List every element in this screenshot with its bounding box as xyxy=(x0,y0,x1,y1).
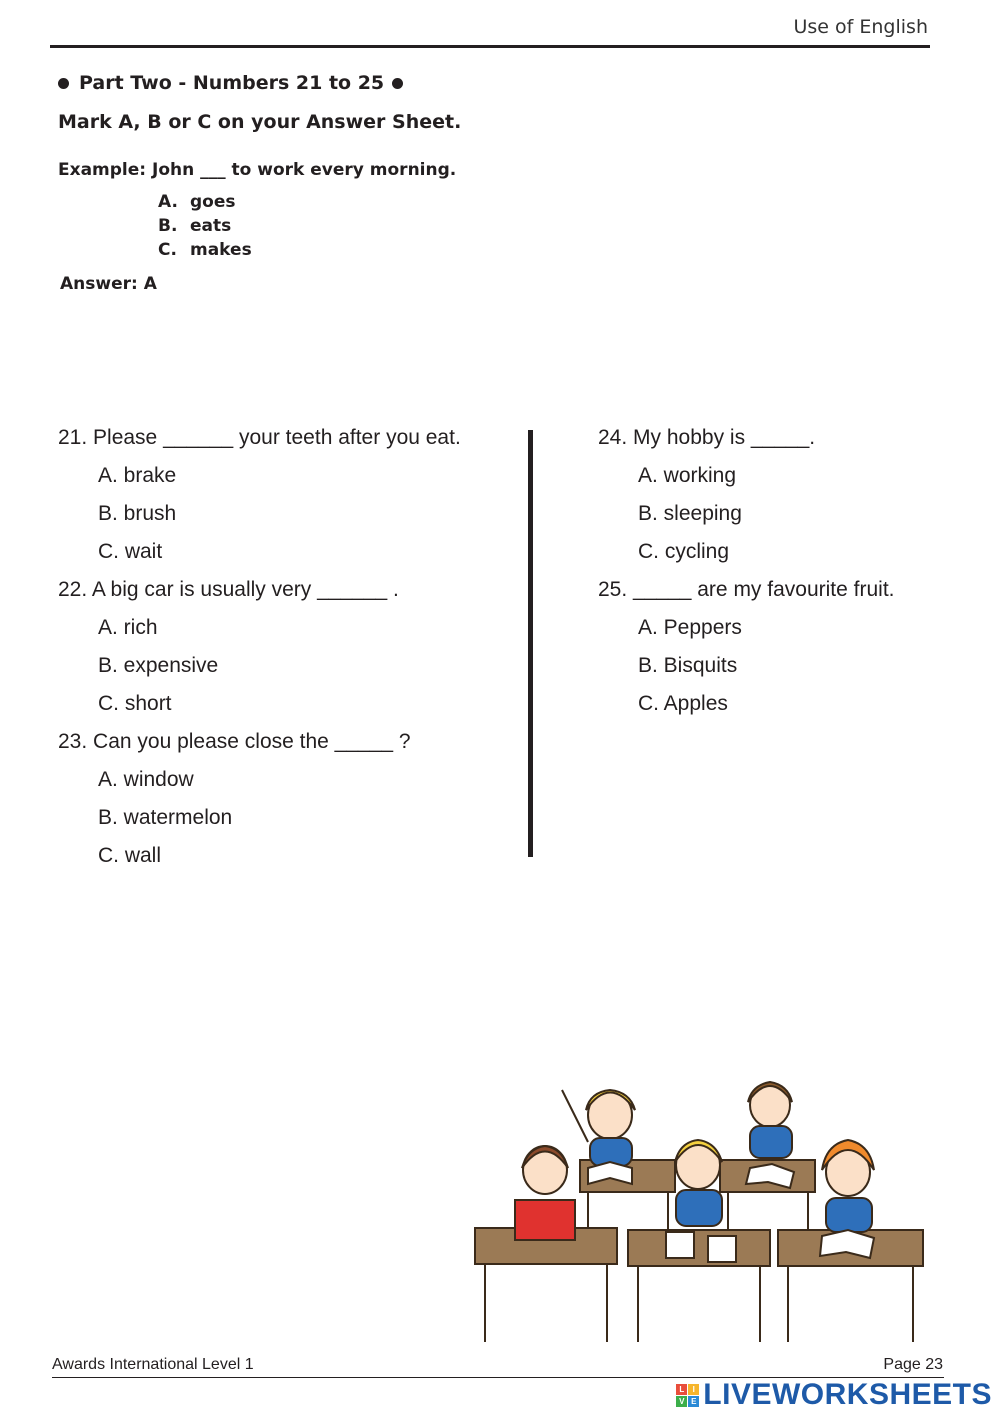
option-25-a[interactable]: A. Peppers xyxy=(638,616,742,639)
brand-text: LIVEWORKSHEETS xyxy=(703,1378,992,1411)
option-23-b[interactable]: B. watermelon xyxy=(98,806,233,829)
option-25-c[interactable]: C. Apples xyxy=(638,692,728,715)
example-option: B. eats xyxy=(158,216,232,236)
example-answer: Answer: A xyxy=(60,274,157,294)
instruction: Mark A, B or C on your Answer Sheet. xyxy=(58,111,462,133)
example-option: A. goes xyxy=(158,192,236,212)
option-23-a[interactable]: A. window xyxy=(98,768,194,791)
option-24-b[interactable]: B. sleeping xyxy=(638,502,742,525)
option-22-a[interactable]: A. rich xyxy=(98,616,158,639)
classroom-illustration xyxy=(470,1060,940,1350)
logo-cubes-icon: L I V E xyxy=(676,1384,699,1407)
bullet-icon xyxy=(58,78,69,89)
question-24: 24. My hobby is _____. xyxy=(598,426,816,449)
column-divider xyxy=(528,430,533,857)
footer-left: Awards International Level 1 xyxy=(52,1356,254,1373)
option-24-a[interactable]: A. working xyxy=(638,464,737,487)
liveworksheets-logo[interactable] xyxy=(676,1379,992,1411)
example-question: Example: John ___ to work every morning. xyxy=(58,160,457,180)
bullet-icon xyxy=(392,78,403,89)
option-23-c[interactable]: C. wall xyxy=(98,844,162,867)
part-heading-text: Part Two - Numbers 21 to 25 xyxy=(79,72,385,94)
part-heading xyxy=(58,72,403,94)
question-21: 21. Please ______ your teeth after you eat. xyxy=(58,426,461,449)
option-21-c[interactable]: C. wait xyxy=(98,540,163,563)
header-title: Use of English xyxy=(793,16,928,38)
question-25: 25. _____ are my favourite fruit. xyxy=(598,578,895,601)
question-23: 23. Can you please close the _____ ? xyxy=(58,730,411,753)
example-option: C. makes xyxy=(158,240,252,260)
option-24-c[interactable]: C. cycling xyxy=(638,540,730,563)
page-number: Page 23 xyxy=(883,1356,943,1373)
option-21-a[interactable]: A. brake xyxy=(98,464,177,487)
question-22: 22. A big car is usually very ______ . xyxy=(58,578,399,601)
option-22-b[interactable]: B. expensive xyxy=(98,654,219,677)
option-21-b[interactable]: B. brush xyxy=(98,502,177,525)
option-22-c[interactable]: C. short xyxy=(98,692,172,715)
option-25-b[interactable]: B. Bisquits xyxy=(638,654,738,677)
header-rule xyxy=(50,45,930,48)
